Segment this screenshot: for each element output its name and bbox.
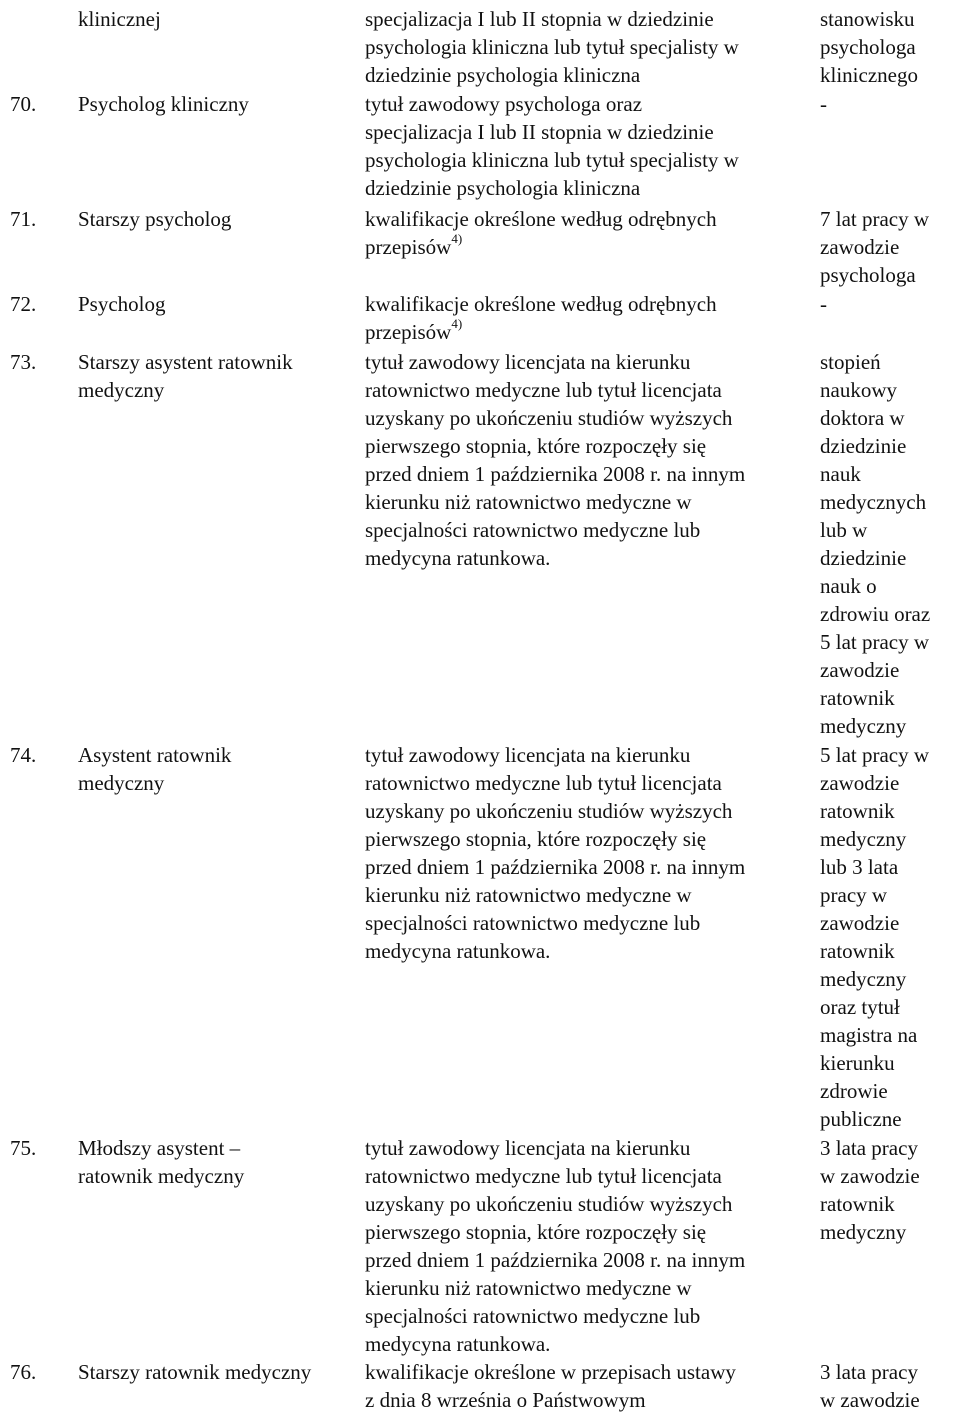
footnote-ref: 4) (451, 316, 463, 331)
experience-requirements: - (820, 92, 827, 116)
position-name: Asystent ratownik medyczny (78, 743, 232, 795)
position-name: Starszy psycholog (78, 207, 232, 231)
row-number: 74. (10, 743, 37, 767)
experience-requirements: 3 lata pracy w zawodzie (820, 1360, 920, 1412)
qualification-requirements: kwalifikacje określone według odrębnych przepisów$^{4)}$ (365, 292, 717, 344)
position-name: Psycholog kliniczny (78, 92, 249, 116)
row-number: 71. (10, 207, 37, 231)
qualification-requirements: kwalifikacje określone według odrębnych przepisów$^{4)}$ (365, 207, 717, 259)
position-name: Młodszy asystent – ratownik medyczny (78, 1136, 245, 1188)
position-name: Starszy asystent ratownik medyczny (78, 350, 293, 402)
row-number: 70. (10, 92, 37, 116)
qualification-requirements: tytuł zawodowy licencjata na kierunku ratownictwo medyczne lub tytuł licencjata uzyskany po ukończeniu studiów wyższych pierwszego stopnia, które rozpoczęły się przed dniem 1 października 2008 r. na innym kierunku niż ratownictwo medyczne w specjalności ratownictwo medyczne lub medycyna ratunkowa. (365, 1136, 746, 1356)
experience-requirements: stopień naukowy doktora w dziedzinie nauk medycznych lub w dziedzinie nauk o zdrowiu oraz 5 lat pracy w zawodzie ratownik medyczny (820, 350, 931, 738)
position-name: klinicznej (78, 7, 161, 31)
qualification-requirements: specjalizacja I lub II stopnia w dziedzinie psychologia kliniczna lub tytuł specjalisty w dziedzinie psychologia kliniczna (365, 7, 739, 87)
experience-requirements: stanowisku psychologa klinicznego (820, 7, 918, 87)
experience-requirements: 7 lat pracy w zawodzie psychologa (820, 207, 930, 287)
row-number: 75. (10, 1136, 37, 1160)
position-name: Psycholog (78, 292, 166, 316)
position-name: Starszy ratownik medyczny (78, 1360, 312, 1384)
qualification-requirements: tytuł zawodowy psychologa oraz specjalizacja I lub II stopnia w dziedzinie psychologia kliniczna lub tytuł specjalisty w dziedzinie psychologia kliniczna (365, 92, 739, 200)
qualification-requirements: tytuł zawodowy licencjata na kierunku ratownictwo medyczne lub tytuł licencjata uzyskany po ukończeniu studiów wyższych pierwszego stopnia, które rozpoczęły się przed dniem 1 października 2008 r. na innym kierunku niż ratownictwo medyczne w specjalności ratownictwo medyczne lub medycyna ratunkowa. (365, 350, 746, 570)
row-number: 76. (10, 1360, 37, 1384)
experience-requirements: - (820, 292, 827, 316)
experience-requirements: 3 lata pracy w zawodzie ratownik medyczny (820, 1136, 920, 1244)
row-number: 72. (10, 292, 37, 316)
qualification-requirements: kwalifikacje określone w przepisach ustawy z dnia 8 września o Państwowym (365, 1360, 736, 1412)
experience-requirements: 5 lat pracy w zawodzie ratownik medyczny lub 3 lata pracy w zawodzie ratownik medyczny oraz tytuł magistra na kierunku zdrowie publiczne (820, 743, 930, 1131)
qualification-requirements: tytuł zawodowy licencjata na kierunku ratownictwo medyczne lub tytuł licencjata uzyskany po ukończeniu studiów wyższych pierwszego stopnia, które rozpoczęły się przed dniem 1 października 2008 r. na innym kierunku niż ratownictwo medyczne w specjalności ratownictwo medyczne lub medycyna ratunkowa. (365, 743, 746, 963)
footnote-ref: 4) (451, 231, 463, 246)
row-number: 73. (10, 350, 37, 374)
